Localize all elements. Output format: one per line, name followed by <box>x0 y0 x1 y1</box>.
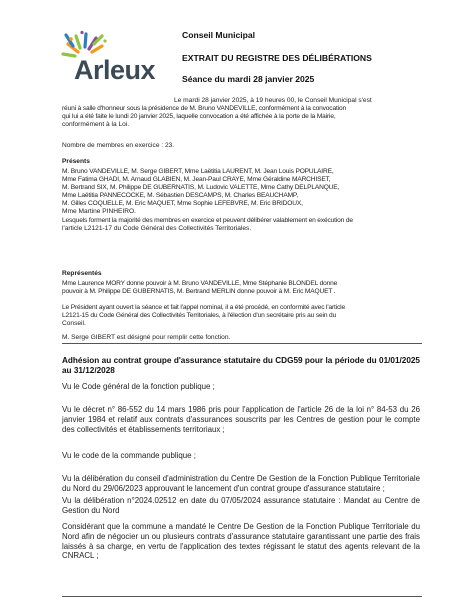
intro-line: réuni à salle d'honneur sous la présidence de M. Bruno VANDEVILLE, conformément à la convocation <box>62 105 346 113</box>
present-line: Mme Fatima GHADI, M. Arnaud GLABIEN, M. Jean-Paul CRAYE, Mme Géraldine MARCHISET, <box>62 176 331 184</box>
recital-paragraph: Vu le décret n° 86-552 du 14 mars 1986 pris pour l'application de l'article 26 de la loi n° 84-53 du 26 janvier 1984 et relatif aux contrats d'assurances souscrits par les Centres de gestion pour le compte des collectivités et établissements territoriaux ; <box>62 405 420 434</box>
president-paragraph <box>62 304 420 328</box>
intro-paragraph <box>62 97 420 129</box>
present-line: M. Gilles COQUELLE, M. Eric MAQUET, Mme Sophie LEFEBVRE, M. Eric BRIDOUX, <box>62 200 303 208</box>
present-line: Mme Laëtitia PANNECOCKE, M. Sébastien DESCAMPS, M. Charles BEAUCHAMP, <box>62 192 299 200</box>
divider <box>62 596 422 597</box>
section-title: Adhésion au contrat groupe d'assurance statutaire du CDG59 pour la période du 01/01/2025 au 31/12/2028 <box>62 356 420 375</box>
divider <box>62 343 422 344</box>
intro-line: conformément à la Loi. <box>62 121 130 129</box>
recital-paragraph: Vu le Code général de la fonction publique ; <box>62 382 215 391</box>
secretary-designation: M. Serge GIBERT est désigné pour remplir cette fonction. <box>62 334 231 341</box>
session-date: Séance du mardi 28 janvier 2025 <box>182 74 315 84</box>
present-line: M. Bruno VANDEVILLE, M. Serge GIBERT, Mme Laëtitia LAURENT, M. Jean Louis POPULAIRE, <box>62 168 334 175</box>
quorum-note: l'article L2121-17 du Code Général des Collectivités Territoriales. <box>62 224 252 232</box>
recital-paragraph: Considérant que la commune a mandaté le Centre De Gestion de la Fonction Publique Territoriale du Nord afin de négocier un ou plusieurs contrats d'assurance statutaire garantissant une partie des frais laissés à sa charge, en vertu de l'application des textes régissant le statut des agents relevant de la CNRACL ; <box>62 522 420 561</box>
recital-paragraph: Vu la délibération du conseil d'administration du Centre De Gestion de la Fonction Publique Territoriale du Nord du 29/06/2023 approuvant le lancement d'un contrat groupe d'assurance statutaire ; <box>62 474 420 493</box>
represented-line: Mme Laurence MORY donne pouvoir à M. Bruno VANDEVILLE, Mme Stéphanie BLONDEL donne <box>62 280 338 287</box>
president-line: Conseil. <box>62 320 86 328</box>
present-heading: Présents <box>62 158 90 165</box>
members-count: Nombre de membres en exercice : 23. <box>62 142 175 149</box>
president-line: Le Président ayant ouvert la séance et fait l'appel nominal, il a été procédé, en conformité avec l'article <box>62 304 345 311</box>
present-list <box>62 168 420 233</box>
intro-line: Le mardi 28 janvier 2025, à 19 heures 00, le Conseil Municipal s'est <box>174 97 372 104</box>
represented-heading: Représentés <box>62 270 102 277</box>
represented-list <box>62 280 420 296</box>
represented-line: pouvoir à M. Philippe DE GUBERNATIS, M. Bertrand MERLIN donne pouvoir à M. Eric MAQUET . <box>62 288 336 296</box>
recital-paragraph: Vu la délibération n°2024.02512 en date du 07/05/2024 assurance statutaire : Mandat au Centre de Gestion du Nord <box>62 496 420 515</box>
present-line: M. Bertrand SIX, M. Philippe DE GUBERNATIS, M. Ludovic VALETTE, Mme Cathy DELPLANQUE, <box>62 184 340 192</box>
recital-paragraph: Vu le code de la commande publique ; <box>62 451 196 460</box>
president-line: L2121-15 du Code Général des Collectivités Territoriales, à l'élection d'un secrétaire pris au sein du <box>62 312 337 320</box>
council-title: Conseil Municipal <box>182 30 256 40</box>
quorum-note: Lesquels forment la majorité des membres en exercice et peuvent délibérer valablement en exécution de <box>62 216 353 224</box>
register-extract-title: EXTRAIT DU REGISTRE DES DÉLIBÉRATIONS <box>182 53 372 63</box>
present-line: Mme Martine PINHEIRO. <box>62 208 137 216</box>
logo-wordmark: Arleux <box>74 55 156 85</box>
intro-line: qui lui a été faite le lundi 20 janvier 2025, laquelle convocation a été affichée à la porte de la Mairie, <box>62 113 336 121</box>
